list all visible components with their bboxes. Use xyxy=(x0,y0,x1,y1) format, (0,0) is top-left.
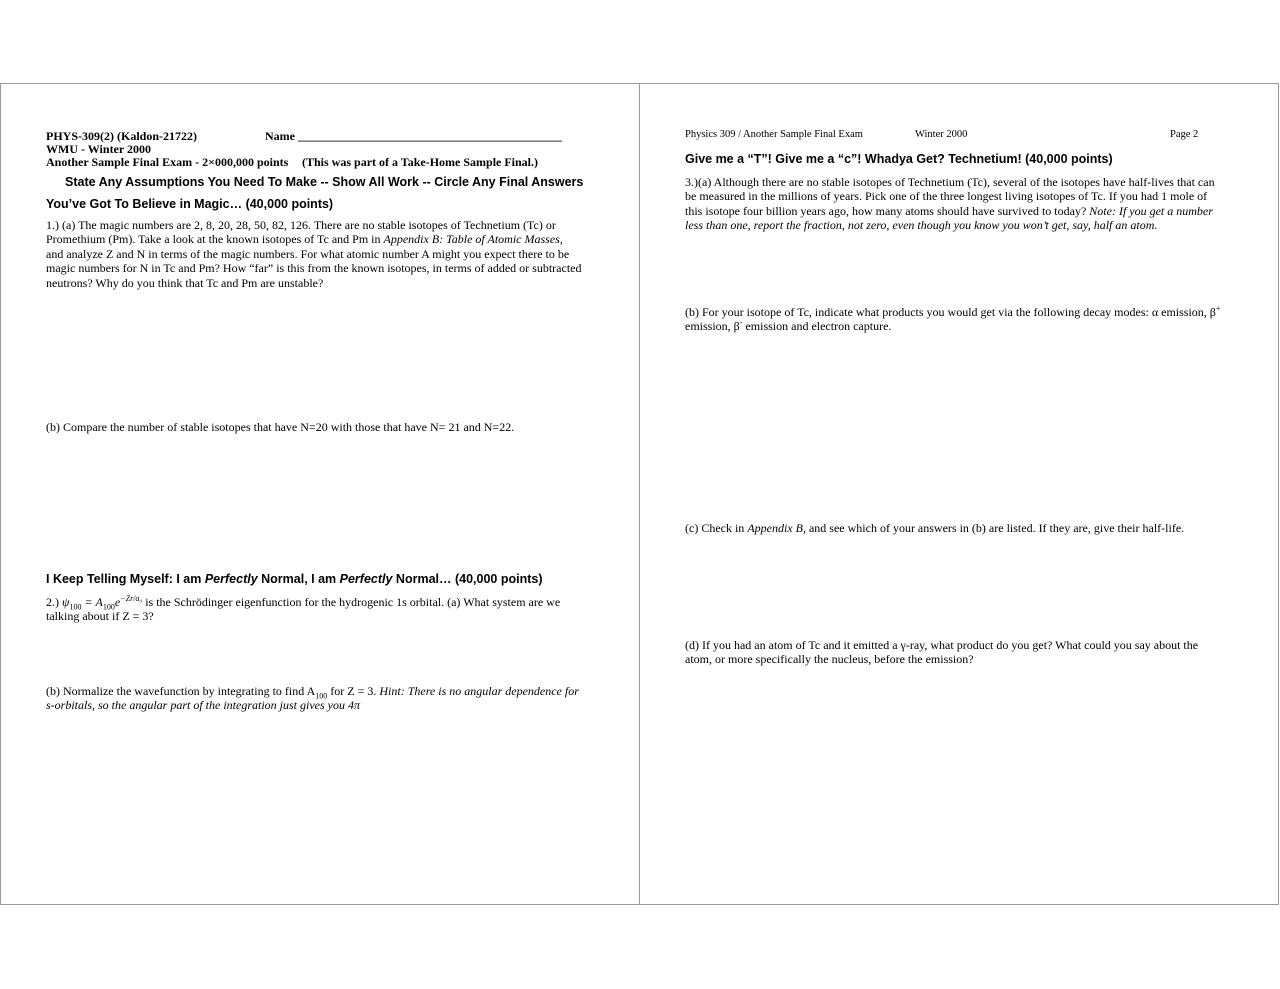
page2-header-left: Physics 309 / Another Sample Final Exam xyxy=(685,129,863,140)
q3a-line-2: be measured in the millions of years. Pick one of the three longest living isotopes of Tc. If you had 1 mole of xyxy=(685,189,1208,204)
question-3c: (c) Check in Appendix B, and see which of your answers in (b) are listed. If they are, give their half-life. xyxy=(685,521,1185,535)
take-home-note: (This was part of a Take-Home Sample Final.) xyxy=(302,155,539,169)
question-1a xyxy=(46,218,581,290)
instructions: State Any Assumptions You Need To Make -- Show All Work -- Circle Any Final Answers xyxy=(65,175,584,189)
q3b-line-1: (b) For your isotope of Tc, indicate what products you would get via the following decay modes: α emission, β+ xyxy=(685,304,1221,319)
question-3a xyxy=(685,175,1215,233)
course-code: PHYS-309(2) (Kaldon-21722) xyxy=(46,129,197,143)
q3a-line-3: this isotope four billion years ago, how many atoms should have survived to today? Note: If you get a number xyxy=(685,203,1213,218)
q3b-line-2: emission, β- emission and electron capture. xyxy=(685,318,892,334)
q2b-line-2: s-orbitals, so the angular part of the integration just gives you 4π xyxy=(46,698,361,713)
q1a-line-1: 1.) (a) The magic numbers are 2, 8, 20, 28, 50, 82, 126. There are no stable isotopes of Technetium (Tc) or xyxy=(46,218,556,232)
q3d-line-1: (d) If you had an atom of Tc and it emitted a γ-ray, what product do you get? What could you say about the xyxy=(685,638,1199,652)
section3-heading: Give me a “T”! Give me a “c”! Whadya Get? Technetium! (40,000 points) xyxy=(685,152,1113,166)
question-2a xyxy=(46,595,560,624)
q3a-line-1: 3.)(a) Although there are no stable isotopes of Technetium (Tc), several of the isotopes have half-lives that can xyxy=(685,175,1215,189)
q1a-line-4: magic numbers for N in Tc and Pm? How “far” is this from the known isotopes, in terms of added or subtracted xyxy=(46,261,582,276)
school-term: WMU - Winter 2000 xyxy=(46,142,151,156)
q3d-line-2: atom, or more specifically the nucleus, before the emission? xyxy=(685,652,974,667)
q2a-line-1: 2.) $\psi_{100} = A_{100}e^{-Zr/a_0}$ is the Schrödinger eigenfunction for the hydrogenic 1s orbital. (a) What system are we xyxy=(46,594,561,612)
exam-title: Another Sample Final Exam - 2×000,000 points xyxy=(46,155,289,169)
question-1b: (b) Compare the number of stable isotopes that have N=20 with those that have N= 21 and N=22. xyxy=(46,420,515,434)
page-number: Page 2 xyxy=(1170,129,1199,140)
page-divider xyxy=(639,83,640,905)
question-3d xyxy=(685,638,1198,667)
section1-heading: You’ve Got To Believe in Magic… (40,000 points) xyxy=(46,197,334,211)
question-2b xyxy=(46,684,579,713)
q1a-line-2: Promethium (Pm). Take a look at the known isotopes of Tc and Pm in Appendix B: Table of Atomic Masses, xyxy=(46,232,563,247)
q1a-line-5: neutrons? Why do you think that Tc and Pm are unstable? xyxy=(46,275,324,290)
name-field-label: Name ____________________________________________ xyxy=(265,129,562,143)
question-3b xyxy=(685,305,1220,334)
psi-symbol: ψ xyxy=(62,595,70,609)
q1a-line-3: and analyze Z and N in terms of the magic numbers. For what atomic number A might you expect there to be xyxy=(46,246,570,261)
section2-heading: I Keep Telling Myself: I am Perfectly Normal, I am Perfectly Normal… (40,000 points) xyxy=(46,572,543,586)
page2-header-mid: Winter 2000 xyxy=(915,129,968,140)
q3a-line-4: less than one, report the fraction, not zero, even though you know you won’t get, say, half an atom. xyxy=(685,218,1158,233)
q2a-line-2: talking about if Z = 3? xyxy=(46,609,154,624)
q2b-line-1: (b) Normalize the wavefunction by integrating to find $A_{100}$ for Z = 3. Hint: There is no angular dependence for xyxy=(46,684,579,701)
